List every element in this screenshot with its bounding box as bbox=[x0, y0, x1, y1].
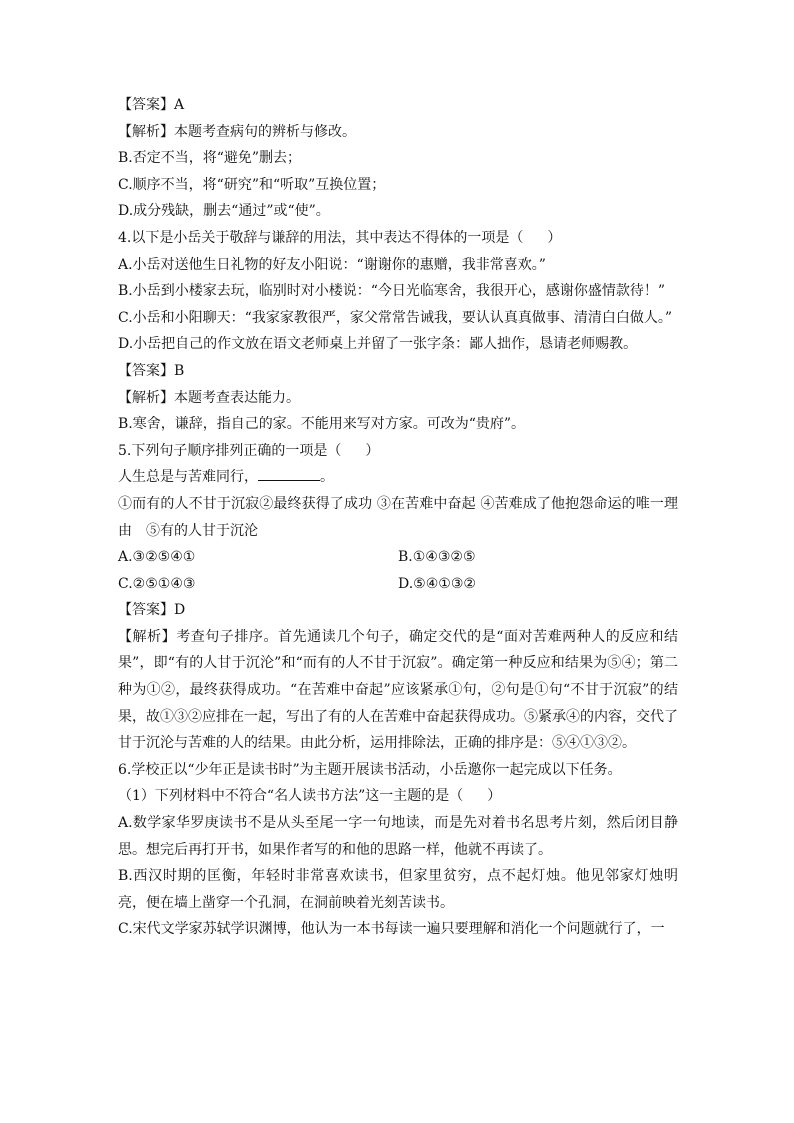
answer-5: 【答案】D bbox=[118, 602, 186, 619]
question-5-option-c: C.②⑤①④③ bbox=[118, 575, 196, 592]
question-5-options-row-2 bbox=[118, 571, 678, 598]
answer-4: 【答案】B bbox=[118, 362, 185, 379]
analysis-3-b: B.否定不当，将“避免”删去； bbox=[118, 150, 302, 167]
question-5-close: ） bbox=[365, 442, 380, 459]
answer-3: 【答案】A bbox=[118, 97, 185, 113]
question-4 bbox=[118, 225, 678, 252]
question-5-stem-post: 。 bbox=[320, 469, 334, 486]
question-5-option-d: D.⑤④①③② bbox=[398, 575, 476, 592]
question-4-option-a: A.小岳对送他生日礼物的好友小阳说：“谢谢你的惠赠，我非常喜欢。” bbox=[118, 256, 546, 273]
question-5-stem bbox=[118, 464, 678, 491]
document-content bbox=[118, 92, 678, 943]
question-5-text: 5.下列句子顺序排列正确的一项是（ bbox=[118, 442, 342, 459]
question-6-1-text: （1）下列材料中不符合“名人读书方法”这一主题的是（ bbox=[118, 788, 464, 805]
question-5 bbox=[118, 438, 678, 465]
question-5-option-b: B.①④③②⑤ bbox=[398, 549, 476, 566]
analysis-3-c: C.顺序不当，将“研究”和“听取”互换位置； bbox=[118, 176, 386, 193]
fill-blank bbox=[258, 466, 320, 481]
question-6: 6.学校正以“少年正是读书时”为主题开展读书活动，小岳邀你一起完成以下任务。 bbox=[118, 761, 622, 778]
question-6-1-close: ） bbox=[487, 788, 502, 805]
analysis-4: 【解析】本题考查表达能力。 bbox=[118, 389, 300, 406]
question-5-option-a: A.③②⑤④① bbox=[118, 549, 196, 566]
analysis-5: 【解析】考查句子排序。首先通读几个句子，确定交代的是“面对苦难两种人的反应和结果”，即“有的人甘于沉沦”和“而有的人不甘于沉寂”。确定第一种反应和结果为⑤④；第二种为①②，最终获得成功。“在苦难中奋起”应该紧承①句，②句是①句“不甘于沉寂”的结果，故①③②应排在一起，写出了有的人在苦难中奋起获得成功。⑤紧承④的内容，交代了甘于沉沦与苦难的人的结果。由此分析，运用排除法，正确的排序是：⑤④①③②。 bbox=[118, 628, 678, 752]
question-4-close: ） bbox=[547, 229, 562, 246]
question-6-option-a: A.数学家华罗庚读书不是从头至尾一字一句地读，而是先对着书名思考片刻，然后闭目静思。想完后再打开书，如果作者写的和他的思路一样，他就不再读了。 bbox=[118, 815, 678, 858]
question-6-1 bbox=[118, 783, 678, 810]
analysis-4-b: B.寒舍，谦辞，指自己的家。不能用来写对方家。可改为“贵府”。 bbox=[118, 416, 526, 433]
question-4-option-b: B.小岳到小楼家去玩，临别时对小楼说：“今日光临寒舍，我很开心，感谢你盛情款待！” bbox=[118, 283, 666, 300]
question-4-text: 4.以下是小岳关于敬辞与谦辞的用法，其中表达不得体的一项是（ bbox=[118, 229, 524, 246]
analysis-3-d: D.成分残缺，删去“通过”或“使”。 bbox=[118, 203, 330, 220]
question-4-option-d: D.小岳把自己的作文放在语文老师桌上并留了一张字条：鄙人拙作，恳请老师赐教。 bbox=[118, 336, 638, 353]
question-5-stem-pre: 人生总是与苦难同行， bbox=[118, 469, 258, 486]
analysis-3: 【解析】本题考查病句的辨析与修改。 bbox=[118, 123, 356, 140]
question-6-option-b: B.西汉时期的匡衡，年轻时非常喜欢读书，但家里贫穷，点不起灯烛。他见邻家灯烛明亮，便在墙上凿穿一个孔洞，在洞前映着光刻苦读书。 bbox=[118, 868, 678, 911]
question-5-options-row-1 bbox=[118, 544, 678, 571]
question-5-items: ①而有的人不甘于沉寂②最终获得了成功 ③在苦难中奋起 ④苦难成了他抱怨命运的唯一理由 ⑤有的人甘于沉沦 bbox=[118, 495, 678, 539]
question-6-option-c: C.宋代文学家苏轼学识渊博，他认为一本书每读一遍只要理解和消化一个问题就行了，一 bbox=[118, 921, 665, 938]
question-4-option-c: C.小岳和小阳聊天：“我家家教很严，家父常常告诫我，要认认真真做事、清清白白做人。” bbox=[118, 309, 672, 326]
